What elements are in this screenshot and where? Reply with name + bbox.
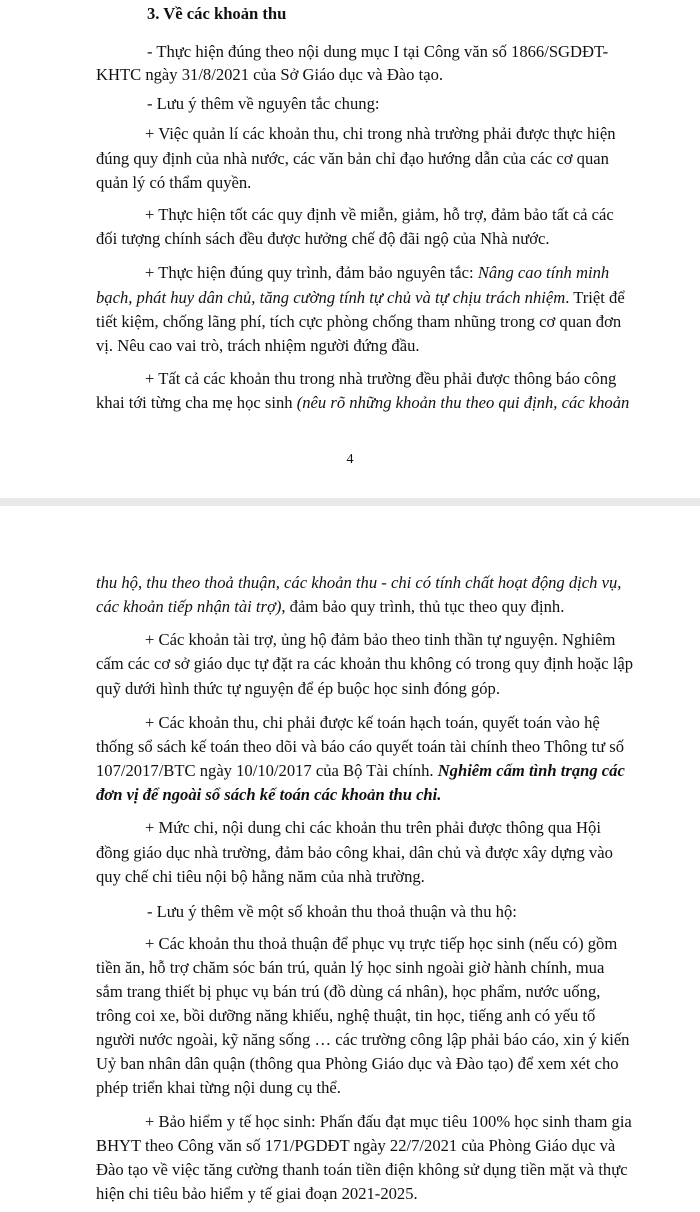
paragraph-line: quỹ dưới hình thức tự nguyện để ép buộc học sinh đóng góp. [96,679,500,698]
text-run: + Thực hiện đúng quy trình, đảm bảo nguyên tắc: [145,263,478,282]
paragraph-line: + Các khoản tài trợ, ủng hộ đảm bảo theo tinh thần tự nguyện. Nghiêm [145,630,616,649]
paragraph-line: - Thực hiện đúng theo nội dung mục I tại Công văn số 1866/SGDĐT- [147,42,609,61]
paragraph-line: đối tượng chính sách đều được hưởng chế độ đãi ngộ của Nhà nước. [96,229,550,248]
text-run: khai tới từng cha mẹ học sinh [96,393,297,412]
bold-italic-text: đơn vị để ngoài sổ sách kế toán các khoản thu chi. [96,785,442,804]
paragraph-line [96,597,564,617]
paragraph-line [145,263,609,283]
paragraph-line: BHYT theo Công văn số 171/PGDĐT ngày 22/7/2021 của Phòng Giáo dục và [96,1136,616,1155]
paragraph-line: + Các khoản thu thoả thuận để phục vụ trực tiếp học sinh (nếu có) gồm [145,934,618,953]
paragraph-line: + Việc quản lí các khoản thu, chi trong nhà trường phải được thực hiện [145,124,616,143]
text-run: , đảm bảo quy trình, thủ tục theo quy định. [281,597,565,616]
paragraph-line: + Bảo hiểm y tế học sinh: Phấn đấu đạt mục tiêu 100% học sinh tham gia [145,1112,632,1131]
paragraph-line: quy chế chi tiêu nội bộ hằng năm của nhà trường. [96,867,425,886]
paragraph-line: đồng giáo dục nhà trường, đảm bảo công khai, dân chủ và được xây dựng vào [96,843,613,862]
paragraph-line: cấm các cơ sở giáo dục tự đặt ra các khoản thu không có trong quy định hoặc lập [96,654,634,673]
paragraph-line: trông coi xe, bồi dưỡng năng khiếu, nghệ thuật, tin học, tiếng anh có yếu tố [96,1006,596,1025]
paragraph-line: sắm trang thiết bị phục vụ bán trú (đồ dùng cá nhân), học phẩm, nước uống, [96,982,601,1001]
paragraph-line [96,288,625,308]
text-run: 107/2017/BTC ngày 10/10/2017 của Bộ Tài chính. [96,761,438,780]
italic-text: thu hộ, thu theo thoả thuận, các khoản thu - chi có tính chất hoạt động dịch vụ, [96,573,622,592]
section-heading: 3. Về các khoản thu [147,4,287,23]
paragraph-line [96,761,625,781]
paragraph-line: hiện chi tiêu bảo hiểm y tế giai đoạn 2021-2025. [96,1184,418,1203]
italic-text: Nâng cao tính minh [477,263,610,282]
paragraph-line: Uỷ ban nhân dân quận (thông qua Phòng Giáo dục và Đào tạo) để xem xét cho [96,1054,619,1073]
paragraph-line: KHTC ngày 31/8/2021 của Sở Giáo dục và Đào tạo. [96,65,444,84]
paragraph-line: - Lưu ý thêm về một số khoản thu thoả thuận và thu hộ: [147,902,517,921]
paragraph-line: đúng quy định của nhà nước, các văn bản chỉ đạo hướng dẫn của các cơ quan [96,149,609,168]
paragraph-line: người nước ngoài, kỹ năng sống … các trường công lập phải báo cáo, xin ý kiến [96,1030,630,1049]
paragraph-line: thống sổ sách kế toán theo dõi và báo cáo quyết toán tài chính theo Thông tư số [96,737,625,756]
bold-italic-text: Nghiêm cấm tình trạng các [437,761,625,780]
italic-text: (nêu rõ những khoản thu theo qui định, các khoản [296,393,630,412]
italic-text: các khoản tiếp nhận tài trợ) [96,597,282,616]
paragraph-line [96,393,629,413]
paragraph-line: quản lý có thẩm quyền. [96,173,252,192]
page-divider [0,498,700,506]
paragraph-line: - Lưu ý thêm về nguyên tắc chung: [147,94,380,113]
paragraph-line: vị. Nêu cao vai trò, trách nhiệm người đứng đầu. [96,336,420,355]
paragraph-line: phép triển khai từng nội dung cụ thể. [96,1078,341,1097]
document-page-5 [0,506,700,1212]
paragraph-line: + Mức chi, nội dung chi các khoản thu trên phải được thông qua Hội [145,818,601,837]
document-page-4 [0,0,700,498]
paragraph-line [96,573,621,593]
italic-text: bạch, phát huy dân chủ, tăng cường tính tự chủ và tự chịu trách nhiệm [96,288,566,307]
paragraph-line: + Các khoản thu, chi phải được kế toán hạch toán, quyết toán vào hệ [145,713,600,732]
page-number: 4 [346,452,354,467]
paragraph-line [96,785,441,805]
text-run: . Triệt để [565,288,625,307]
paragraph-line: tiết kiệm, chống lãng phí, tích cực phòng chống tham nhũng trong cơ quan đơn [96,312,622,331]
paragraph-line: + Tất cả các khoản thu trong nhà trường đều phải được thông báo công [145,369,617,388]
paragraph-line: Đào tạo về việc tăng cường thanh toán tiền điện không sử dụng tiền mặt và thực [96,1160,628,1179]
paragraph-line: + Thực hiện tốt các quy định về miễn, giảm, hỗ trợ, đảm bảo tất cả các [145,205,614,224]
paragraph-line: tiền ăn, hỗ trợ chăm sóc bán trú, quản lý học sinh ngoài giờ hành chính, mua [96,958,605,977]
